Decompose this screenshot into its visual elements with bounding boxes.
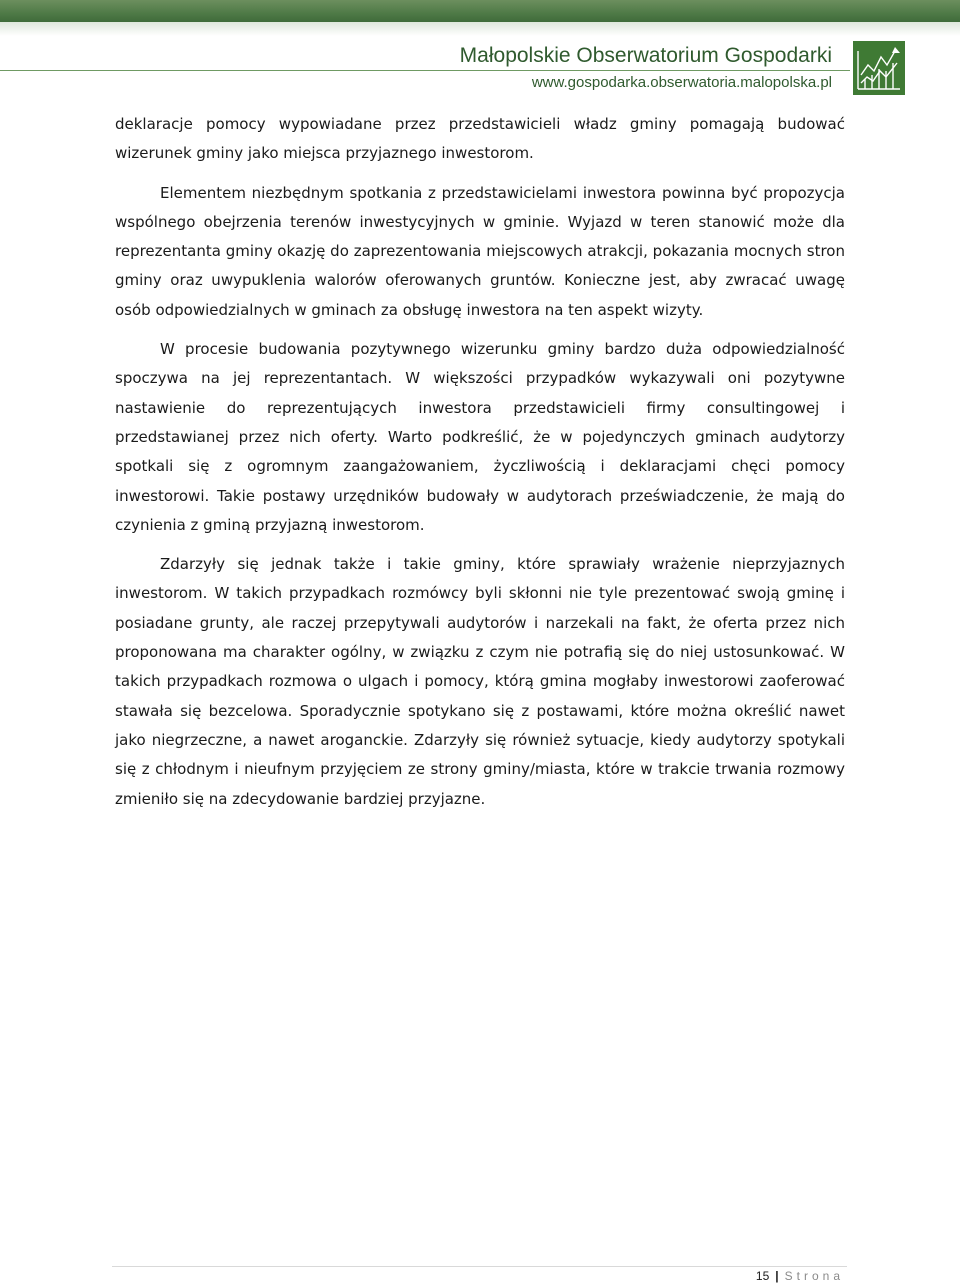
header-title: Małopolskie Obserwatorium Gospodarki	[459, 44, 832, 67]
header-top-bar	[0, 0, 960, 22]
paragraph: Zdarzyły się jednak także i takie gminy, które sprawiały wrażenie nieprzyjaznych inwestorom. W takich przypadkach rozmówcy byli skłonni nie tyle prezentować swoją gminę i posiadane grunty, ale raczej przepytywali audytorów i narzekali na fakt, że oferta przez nich proponowana ma charakter ogólny, w związku z czym nie potrafią się do niej ustosunkować. W takich przypadkach rozmowa o ulgach i pomocy, którą gmina mogłaby inwestorowi zaoferować stawała się bezcelowa. Sporadycznie spotykano się z postawami, które można określić nawet jako niegrzeczne, a nawet aroganckie. Zdarzyły się również sytuacje, kiedy audytorzy spotykali się z chłodnym i nieufnym przyjęciem ze strony gminy/miasta, które w trakcie trwania rozmowy zmieniło się na zdecydowanie bardziej przyjazne.	[115, 555, 845, 808]
page-label: Strona	[784, 1269, 844, 1283]
growth-chart-logo-icon	[853, 41, 905, 95]
header-top-bar-fade	[0, 22, 960, 36]
paragraph: W procesie budowania pozytywnego wizerunku gminy bardzo duża odpowiedzialność spoczywa na jej reprezentantach. W większości przypadków wykazywali oni pozytywne nastawienie do reprezentujących inwestora przedstawicieli firmy consultingowej i przedstawianej przez nich oferty. Warto podkreślić, że w pojedynczych gminach audytorzy spotkali się z ogromnym zaangażowaniem, życzliwością i deklaracjami chęci pomocy inwestorowi. Takie postawy urzędników budowały w audytorach przeświadczenie, że mają do czynienia z gminą przyjazną inwestorom.	[115, 340, 845, 534]
header-divider	[0, 70, 850, 71]
footer-separator: |	[775, 1269, 779, 1283]
document-body	[115, 110, 845, 824]
paragraph: Elementem niezbędnym spotkania z przedstawicielami inwestora powinna być propozycja wspólnego obejrzenia terenów inwestycyjnych w gminie. Wyjazd w teren stanowić może dla reprezentanta gminy okazję do zaprezentowania miejscowych atrakcji, pokazania mocnych stron gminy oraz uwypuklenia walorów oferowanych gruntów. Konieczne jest, aby zwracać uwagę osób odpowiedzialnych w gminach za obsługę inwestora na ten aspekt wizyty.	[115, 183, 845, 319]
page-footer	[756, 1269, 844, 1283]
header-url: www.gospodarka.obserwatoria.malopolska.pl	[531, 74, 832, 91]
paragraph: deklaracje pomocy wypowiadane przez przedstawicieli władz gminy pomagają budować wizerunek gminy jako miejsca przyjaznego inwestorom.	[115, 115, 845, 163]
page-number: 15	[755, 1269, 770, 1283]
footer-divider	[112, 1266, 847, 1267]
